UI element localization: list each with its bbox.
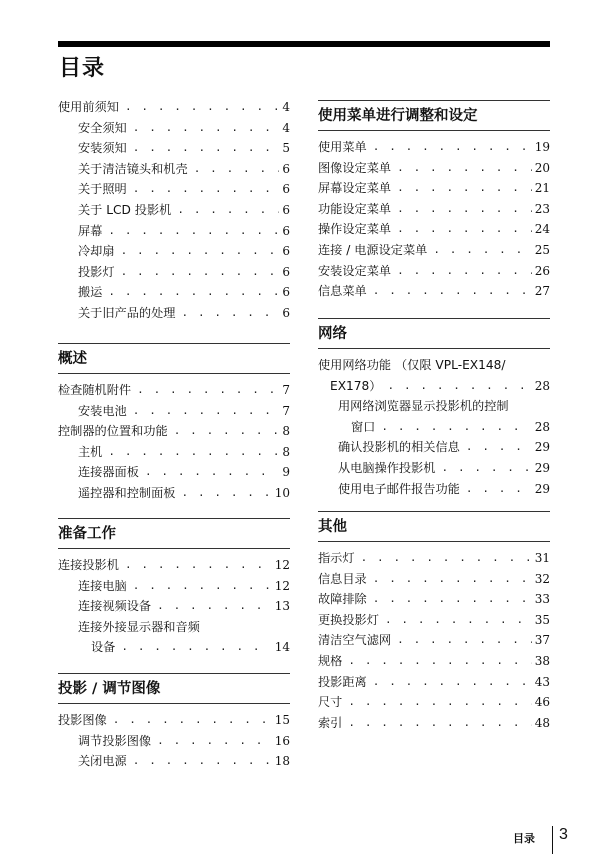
- toc-entry-title: 安装电池: [78, 403, 127, 418]
- toc-entry[interactable]: [318, 158, 550, 179]
- dot-leader: [133, 751, 272, 772]
- dot-leader: [373, 137, 532, 158]
- toc-entry[interactable]: [318, 396, 550, 417]
- dot-leader: [182, 483, 272, 504]
- toc-page-number: 27: [534, 284, 550, 299]
- toc-entry-title: 控制器的位置和功能: [58, 424, 168, 439]
- toc-list: [58, 97, 290, 324]
- toc-entry[interactable]: [58, 710, 290, 731]
- toc-page-number: 26: [534, 263, 550, 278]
- toc-page-number: 6: [282, 285, 290, 300]
- toc-entry-title: 索引: [318, 715, 343, 730]
- toc-entry[interactable]: [58, 97, 290, 118]
- toc-entry[interactable]: [58, 159, 290, 180]
- page-number: 3: [559, 826, 568, 843]
- dot-leader: [373, 589, 532, 610]
- toc-entry[interactable]: [58, 179, 290, 200]
- section-title: 投影 / 调节图像: [58, 681, 161, 697]
- toc-entry[interactable]: [58, 401, 290, 422]
- toc-entry[interactable]: [58, 617, 290, 638]
- toc-entry[interactable]: [318, 458, 550, 479]
- toc-page-number: 20: [534, 160, 550, 175]
- dot-leader: [433, 240, 531, 261]
- toc-entry[interactable]: [58, 731, 290, 752]
- dot-leader: [397, 158, 532, 179]
- toc-entry[interactable]: [318, 589, 550, 610]
- toc-entry[interactable]: [58, 221, 290, 242]
- dot-leader: [177, 200, 279, 221]
- toc-entry[interactable]: [318, 219, 550, 240]
- toc-entry-title: 指示灯: [318, 551, 355, 565]
- toc-page-number: 6: [282, 161, 290, 176]
- toc-entry-title: 关于 LCD 投影机: [78, 202, 172, 217]
- toc-page-number: 33: [534, 592, 550, 607]
- toc-entry[interactable]: [318, 479, 550, 500]
- dot-leader: [157, 731, 272, 752]
- toc-entry-title: 清洁空气滤网: [318, 633, 392, 648]
- dot-leader: [137, 380, 279, 401]
- toc-page-number: 19: [534, 140, 550, 154]
- dot-leader: [466, 437, 532, 458]
- toc-entry-title: 功能设定菜单: [318, 201, 392, 216]
- toc-page-number: 6: [282, 223, 290, 238]
- toc-entry-title: 投影图像: [58, 713, 107, 727]
- toc-entry-title: 操作设定菜单: [318, 222, 392, 237]
- toc-section: [318, 511, 550, 733]
- toc-entry-title: 关于旧产品的处理: [78, 305, 176, 320]
- toc-entry-title: 规格: [318, 653, 343, 668]
- toc-section: [58, 518, 290, 658]
- toc-page-number: 7: [282, 383, 290, 397]
- toc-page-number: 46: [534, 695, 550, 710]
- toc-page-number: 9: [282, 465, 290, 480]
- toc-entry[interactable]: [58, 751, 290, 772]
- toc-section: [318, 100, 550, 302]
- toc-page-number: 16: [274, 733, 290, 748]
- toc-entry[interactable]: [58, 576, 290, 597]
- toc-entry-title: 遥控器和控制面板: [78, 485, 176, 500]
- toc-entry-title: 主机: [78, 444, 103, 459]
- toc-entry[interactable]: [58, 262, 290, 283]
- toc-page-number: 29: [534, 481, 550, 496]
- dot-leader: [397, 178, 532, 199]
- toc-page-number: 43: [534, 674, 550, 689]
- dot-leader: [121, 241, 280, 262]
- toc-entry-title: 信息菜单: [318, 284, 367, 299]
- toc-entry-title: 更换投影灯: [318, 612, 379, 627]
- toc-entry-title: 连接器面板: [78, 465, 139, 480]
- toc-list: [58, 710, 290, 772]
- toc-page-number: 4: [282, 120, 290, 135]
- section-title: 其他: [318, 519, 347, 535]
- toc-page-number: 37: [534, 633, 550, 648]
- toc-page-number: 29: [534, 460, 550, 475]
- toc-page-number: 38: [534, 653, 550, 668]
- toc-entry[interactable]: [318, 261, 550, 282]
- toc-entry-continuation[interactable]: [318, 417, 550, 438]
- toc-page-number: 32: [534, 571, 550, 586]
- toc-entry-title: 连接 / 电源设定菜单: [318, 242, 428, 257]
- toc-page-number: 6: [282, 202, 290, 217]
- dot-leader: [121, 637, 271, 658]
- toc-entry[interactable]: [58, 118, 290, 139]
- toc-page-number: 31: [534, 551, 550, 565]
- toc-entry[interactable]: [58, 380, 290, 401]
- footer-divider: [552, 826, 553, 854]
- toc-entry[interactable]: [58, 442, 290, 463]
- toc-entry[interactable]: [58, 483, 290, 504]
- section-title: 准备工作: [58, 526, 116, 542]
- dot-leader: [108, 442, 279, 463]
- toc-page-number: 28: [534, 419, 550, 434]
- toc-entry-continuation[interactable]: [318, 376, 550, 397]
- toc-entry-title: 安装设定菜单: [318, 263, 392, 278]
- dot-leader: [348, 651, 531, 672]
- dot-leader: [373, 569, 532, 590]
- toc-entry[interactable]: [318, 630, 550, 651]
- toc-entry-continuation[interactable]: [58, 637, 290, 658]
- dot-leader: [125, 555, 272, 576]
- toc-list: [318, 137, 550, 302]
- toc-entry-title: 屏幕: [78, 223, 103, 238]
- toc-entry[interactable]: [318, 178, 550, 199]
- toc-page-number: 35: [534, 612, 550, 627]
- toc-page-number: 21: [534, 181, 550, 196]
- section-title: 概述: [58, 351, 87, 367]
- dot-leader: [157, 596, 272, 617]
- toc-page-number: 10: [274, 485, 290, 500]
- toc-entry[interactable]: [318, 672, 550, 693]
- toc-list: [58, 555, 290, 658]
- toc-entry-title: 尺寸: [318, 695, 343, 710]
- toc-entry-title: 使用网络功能 （仅限 VPL-EX148/: [318, 358, 506, 372]
- toc-entry[interactable]: [318, 692, 550, 713]
- toc-entry-title: 连接电脑: [78, 578, 127, 593]
- toc-page-number: 14: [274, 640, 290, 655]
- toc-entry[interactable]: [58, 138, 290, 159]
- toc-section: [58, 343, 290, 504]
- toc-entry-title: 使用电子邮件报告功能: [338, 481, 460, 496]
- toc-page-number: 6: [282, 244, 290, 259]
- dot-leader: [145, 462, 279, 483]
- dot-leader: [373, 281, 532, 302]
- toc-page-number: 4: [282, 100, 290, 114]
- toc-entry[interactable]: [58, 200, 290, 221]
- toc-entry[interactable]: [58, 462, 290, 483]
- toc-entry-title: 搬运: [78, 285, 103, 300]
- toc-page-number: 29: [534, 440, 550, 455]
- dot-leader: [174, 421, 280, 442]
- toc-entry-title: 关闭电源: [78, 754, 127, 769]
- toc-entry[interactable]: [318, 355, 550, 376]
- toc-page-number: 6: [282, 264, 290, 279]
- toc-entry-title: 设备: [91, 640, 116, 655]
- toc-entry-title: 使用前须知: [58, 100, 119, 114]
- toc-section: [318, 318, 550, 499]
- toc-entry-title: 连接投影机: [58, 558, 119, 572]
- dot-leader: [397, 219, 532, 240]
- toc-entry[interactable]: [318, 137, 550, 158]
- toc-entry[interactable]: [58, 303, 290, 324]
- toc-entry[interactable]: [318, 610, 550, 631]
- footer-label: 目录: [513, 832, 535, 845]
- dot-leader: [133, 179, 280, 200]
- toc-entry[interactable]: [318, 548, 550, 569]
- toc-page-number: 12: [274, 578, 290, 593]
- toc-entry[interactable]: [318, 651, 550, 672]
- toc-page-number: 12: [274, 558, 290, 572]
- page-title: 目录: [59, 56, 106, 81]
- toc-entry[interactable]: [58, 282, 290, 303]
- toc-entry[interactable]: [58, 241, 290, 262]
- toc-entry-title: 关于照明: [78, 182, 127, 197]
- toc-page-number: 7: [282, 403, 290, 418]
- toc-entry-title: 检查随机附件: [58, 383, 132, 397]
- toc-section: [58, 673, 290, 772]
- toc-page-number: 23: [534, 201, 550, 216]
- dot-leader: [397, 199, 532, 220]
- toc-entry-title: 确认投影机的相关信息: [338, 440, 460, 455]
- toc-page-number: 13: [274, 599, 290, 614]
- dot-leader: [194, 159, 280, 180]
- toc-entry[interactable]: [58, 596, 290, 617]
- toc-page-number: 28: [534, 378, 550, 393]
- dot-leader: [381, 417, 531, 438]
- toc-entry-title: 调节投影图像: [78, 733, 152, 748]
- toc-entry-title: 冷却扇: [78, 244, 115, 259]
- toc-entry[interactable]: [318, 240, 550, 261]
- toc-page-number: 6: [282, 182, 290, 197]
- dot-leader: [121, 262, 280, 283]
- toc-section: [58, 97, 290, 324]
- dot-leader: [133, 401, 280, 422]
- toc-page-number: 25: [534, 242, 550, 257]
- toc-entry-title: 信息目录: [318, 571, 367, 586]
- dot-leader: [182, 303, 280, 324]
- toc-entry-title: 用网络浏览器显示投影机的控制: [338, 399, 509, 414]
- dot-leader: [125, 97, 279, 118]
- toc-entry-title: 连接外接显示器和音频: [78, 619, 200, 634]
- dot-leader: [466, 479, 532, 500]
- toc-entry-title: 投影距离: [318, 674, 367, 689]
- dot-leader: [388, 376, 532, 397]
- dot-leader: [133, 118, 280, 139]
- toc-page-number: 48: [534, 715, 550, 730]
- toc-entry-title: 关于清洁镜头和机壳: [78, 161, 188, 176]
- toc-entry-title: 故障排除: [318, 592, 367, 607]
- toc-page-number: 8: [282, 444, 290, 459]
- toc-page-number: 6: [282, 305, 290, 320]
- toc-entry-title: 窗口: [351, 419, 376, 434]
- toc-entry-title: 投影灯: [78, 264, 115, 279]
- dot-leader: [397, 630, 532, 651]
- section-title: 网络: [318, 326, 347, 342]
- toc-entry[interactable]: [318, 713, 550, 734]
- dot-leader: [348, 713, 531, 734]
- dot-leader: [442, 458, 532, 479]
- toc-entry-title: 从电脑操作投影机: [338, 460, 436, 475]
- toc-entry-title: 安全须知: [78, 120, 127, 135]
- toc-page-number: 15: [274, 713, 290, 727]
- dot-leader: [113, 710, 272, 731]
- toc-page-number: 8: [282, 424, 290, 439]
- dot-leader: [108, 282, 279, 303]
- dot-leader: [348, 692, 531, 713]
- dot-leader: [133, 576, 272, 597]
- toc-list: [318, 548, 550, 733]
- toc-entry[interactable]: [318, 437, 550, 458]
- toc-entry[interactable]: [58, 421, 290, 442]
- dot-leader: [361, 548, 532, 569]
- toc-list: [318, 355, 550, 499]
- toc-entry[interactable]: [318, 569, 550, 590]
- toc-page-number: 24: [534, 222, 550, 237]
- dot-leader: [133, 138, 280, 159]
- toc-entry-title: 连接视频设备: [78, 599, 152, 614]
- dot-leader: [385, 610, 532, 631]
- toc-entry-title: 安装须知: [78, 141, 127, 156]
- toc-entry-title: 屏幕设定菜单: [318, 181, 392, 196]
- toc-page-number: 5: [282, 141, 290, 156]
- toc-entry[interactable]: [318, 199, 550, 220]
- dot-leader: [108, 221, 279, 242]
- dot-leader: [397, 261, 532, 282]
- toc-entry-title: EX178）: [330, 378, 382, 393]
- toc-entry[interactable]: [58, 555, 290, 576]
- toc-entry[interactable]: [318, 281, 550, 302]
- dot-leader: [373, 672, 532, 693]
- toc-entry-title: 图像设定菜单: [318, 160, 392, 175]
- title-bar: [58, 41, 550, 47]
- toc-list: [58, 380, 290, 504]
- section-title: 使用菜单进行调整和设定: [318, 108, 478, 124]
- toc-page-number: 18: [274, 754, 290, 769]
- toc-entry-title: 使用菜单: [318, 140, 367, 154]
